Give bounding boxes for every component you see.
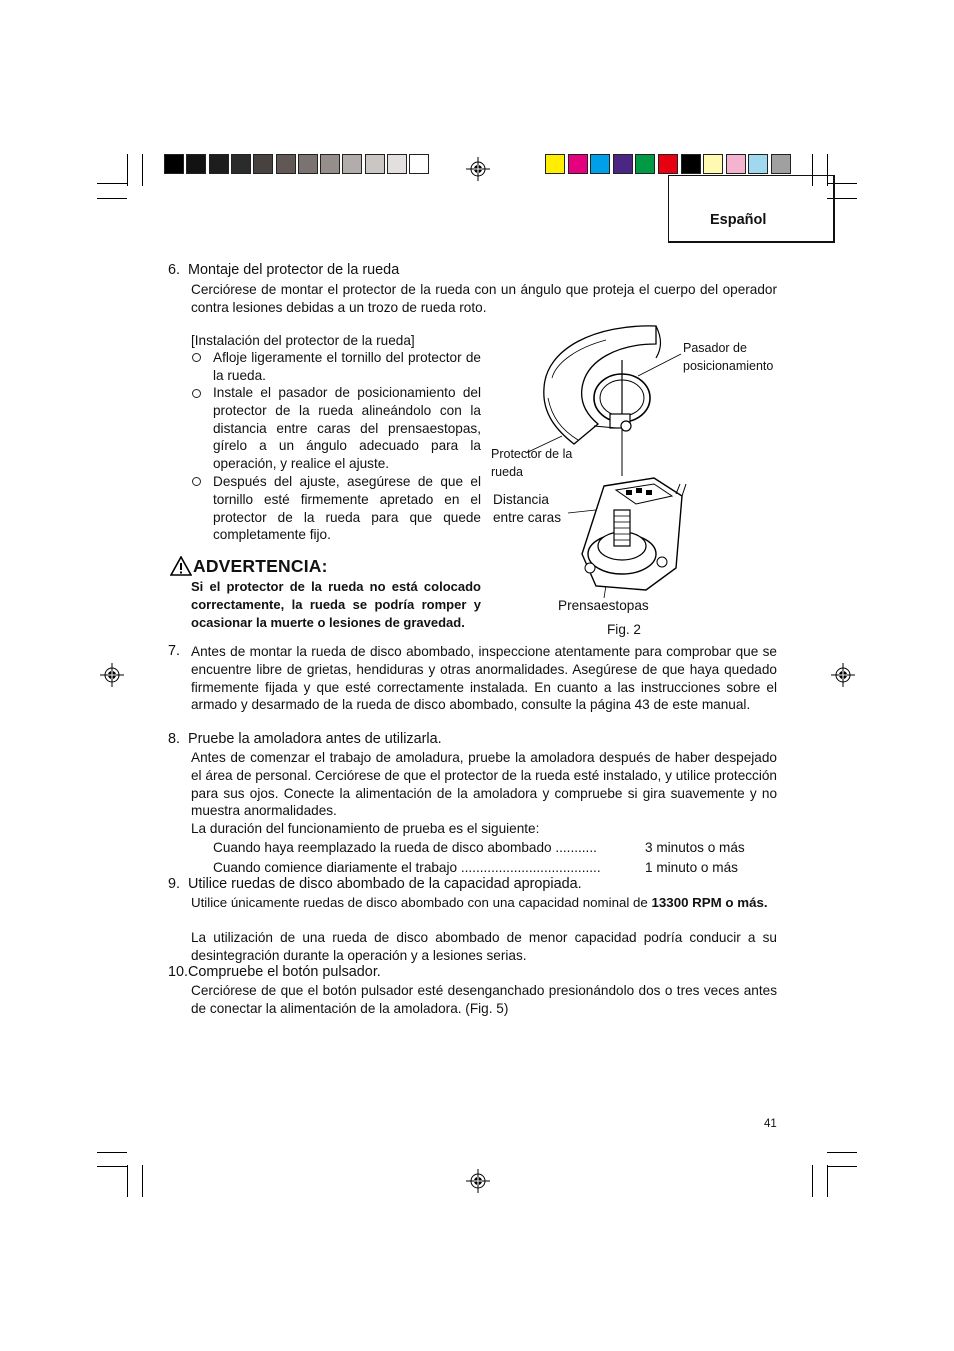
color-swatch — [771, 154, 791, 174]
warning-text: Si el protector de la rueda no está colocado correctamente, la rueda se podría romper y ocasionar la muerte o lesiones de gravedad. — [191, 579, 481, 630]
label-gland: Prensaestopas — [558, 598, 649, 613]
color-swatch — [231, 154, 251, 174]
color-swatch — [613, 154, 633, 174]
color-swatch — [320, 154, 340, 174]
section-8-heading: 8. Pruebe la amoladora antes de utilizarla. — [168, 731, 442, 747]
label-width-across-flats: Distancia entre caras — [493, 492, 562, 525]
color-swatch — [658, 154, 678, 174]
install-step-2: Instale el pasador de posicionamiento del protector de la rueda alineándolo con la distancia entre caras del prensaestopas, gírelo a un ángulo adecuado para la operación, y realice el ajuste. — [213, 385, 481, 472]
section-7-text: Antes de montar la rueda de disco abombado, inspeccione atentamente para comprobar que se encuentre libre de grietas, hendiduras y otras anormalidades. Asegúrese de que haya quedado firmemente fijada y que esté correctamente instalada. En cuanto a las instrucciones sobre el armado y desarmado de la rueda de disco abombado, consulte la página 43 de este manual. — [191, 644, 777, 713]
registration-mark-right — [831, 663, 855, 687]
color-swatch — [365, 154, 385, 174]
color-swatch — [681, 154, 701, 174]
crop-mark — [127, 1165, 128, 1197]
color-swatch — [590, 154, 610, 174]
section-9-rpm: 13300 RPM o más. — [651, 895, 768, 910]
section-9-heading: 9. Utilice ruedas de disco abombado de la capacidad apropiada. — [168, 876, 582, 892]
crop-mark — [142, 1165, 143, 1197]
duration-row-2-value: 1 minuto o más — [645, 860, 738, 875]
color-swatch — [568, 154, 588, 174]
color-swatch — [209, 154, 229, 174]
crop-mark — [812, 1165, 813, 1197]
warning-title: ADVERTENCIA: — [193, 556, 328, 576]
label-wheel-guard: Protector de la rueda — [491, 447, 573, 479]
color-swatch — [703, 154, 723, 174]
duration-row-1-label: Cuando haya reemplazado la rueda de disco abombado ........... — [213, 840, 597, 855]
section-8-duration-intro: La duración del funcionamiento de prueba es el siguiente: — [191, 821, 540, 836]
crop-mark — [127, 154, 128, 186]
label-positioning-pin: Pasador de posicionamiento — [683, 341, 774, 373]
color-swatch — [342, 154, 362, 174]
duration-row-2-label: Cuando comience diariamente el trabajo ..................................... — [213, 860, 601, 875]
bullet-circle-icon — [192, 353, 201, 362]
crop-mark — [827, 1152, 857, 1153]
color-swatch — [387, 154, 407, 174]
section-9-text-a — [191, 894, 777, 912]
color-swatch — [545, 154, 565, 174]
crop-mark — [97, 183, 127, 184]
color-swatch — [186, 154, 206, 174]
install-step-3: Después del ajuste, asegúrese de que el tornillo esté firmemente apretado en el protector de la rueda para que quede completamente fijo. — [213, 474, 481, 543]
section-7-number: 7. — [168, 643, 181, 659]
section-9-text-a-plain: Utilice únicamente ruedas de disco abombado con una capacidad nominal de — [191, 895, 652, 910]
section-10-text: Cerciórese de que el botón pulsador esté desenganchado presionándolo dos o tres veces antes de conectar la alimentación de la amoladora. (Fig. 5) — [191, 983, 777, 1016]
language-tab — [668, 175, 835, 243]
section-6-subheading: [Instalación del protector de la rueda] — [191, 333, 415, 348]
section-6-intro: Cerciórese de montar el protector de la rueda con un ángulo que proteja el cuerpo del operador contra lesiones debidas a un trozo de rueda roto. — [191, 282, 777, 315]
registration-mark-top — [466, 157, 490, 181]
crop-mark — [97, 1166, 127, 1167]
color-swatch — [298, 154, 318, 174]
color-swatch — [409, 154, 429, 174]
crop-mark — [97, 1152, 127, 1153]
color-swatch — [164, 154, 184, 174]
crop-mark — [97, 198, 127, 199]
section-10-heading: 10.Compruebe el botón pulsador. — [168, 964, 381, 980]
color-swatch — [748, 154, 768, 174]
page-number: 41 — [764, 1118, 777, 1130]
crop-mark — [142, 154, 143, 186]
language-label: Español — [710, 212, 767, 228]
figure-caption: Fig. 2 — [607, 622, 641, 637]
install-step-1: Afloje ligeramente el tornillo del protector de la rueda. — [213, 350, 481, 383]
bullet-circle-icon — [192, 477, 201, 486]
color-swatch — [726, 154, 746, 174]
registration-mark-bottom — [466, 1169, 490, 1193]
duration-row-1-value: 3 minutos o más — [645, 840, 745, 855]
crop-mark — [827, 1166, 857, 1167]
color-swatch — [635, 154, 655, 174]
color-swatch — [253, 154, 273, 174]
bullet-circle-icon — [192, 389, 201, 398]
registration-mark-left — [100, 663, 124, 687]
warning-triangle-icon — [170, 556, 192, 576]
section-6-heading: 6. Montaje del protector de la rueda — [168, 262, 400, 278]
crop-mark — [827, 1165, 828, 1197]
section-8-text: Antes de comenzar el trabajo de amoladura, pruebe la amoladora después de haber despejado el área de personal. Cerciórese de que el protector de la rueda esté instalado, y utilice protección para sus ojos. Conecte la alimentación de la amoladora y compruebe si gira suavemente y no muestra anormalidades. — [191, 750, 777, 819]
section-9-text-b: La utilización de una rueda de disco abombado de menor capacidad podría conducir a su desintegración durante la operación y a lesiones serias. — [191, 930, 777, 963]
color-swatch — [276, 154, 296, 174]
